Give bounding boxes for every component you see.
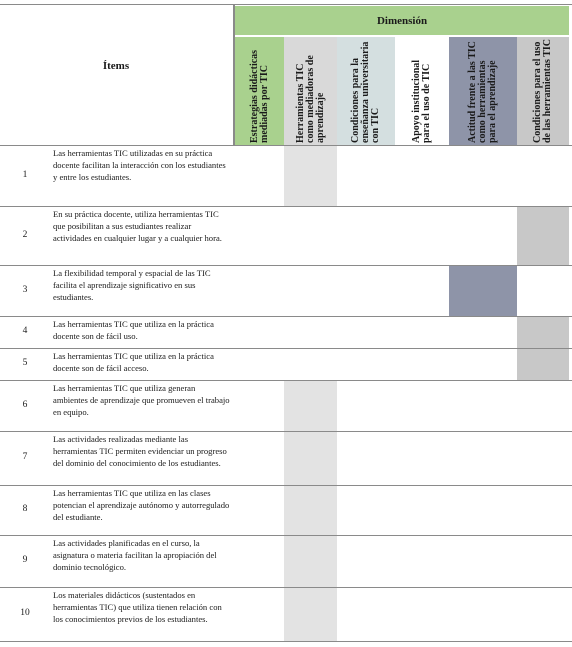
item-text: Las actividades planificadas en el curso, la asignatura o materia facilitan la apropiación del dominio tecnológico.: [53, 538, 217, 572]
dimension-column-header: [235, 37, 284, 145]
row-divider: [0, 485, 572, 486]
dimension-cell-marker: [517, 349, 569, 380]
dimension-cell-marker: [284, 588, 337, 641]
dimension-cell-marker: [449, 266, 517, 316]
item-number: 9: [22, 555, 28, 565]
row-divider: [0, 206, 572, 207]
dimension-column-header: [284, 37, 337, 145]
items-header: Ítems: [102, 60, 130, 72]
item-number: 6: [22, 399, 28, 410]
row-divider: [0, 316, 572, 317]
row-divider: [0, 265, 572, 266]
item-number: 5: [22, 358, 28, 368]
row-divider: [0, 641, 572, 642]
item-text: La flexibilidad temporal y espacial de las TIC facilita el aprendizaje significativo en sus estudiantes.: [53, 268, 211, 302]
item-number: 1: [22, 169, 28, 180]
item-number: 2: [22, 229, 28, 240]
item-number: 10: [20, 608, 30, 618]
dimension-cell-marker: [284, 536, 337, 587]
item-text: Las herramientas TIC que utiliza en la práctica docente son de fácil uso.: [53, 319, 214, 341]
dimension-column-header: [395, 37, 449, 145]
column-divider: [234, 4, 235, 145]
row-divider: [0, 431, 572, 432]
dimension-column-header: [517, 37, 569, 145]
dimension-header: Dimensión: [235, 6, 569, 35]
dimension-column-label: Apoyo institucional para el uso de TIC: [411, 59, 432, 143]
table-row: [0, 316, 572, 348]
item-text: En su práctica docente, utiliza herramientas TIC que posibilitan a sus estudiantes realizar actividades en cualquier lugar y a cualquier hora.: [53, 209, 222, 243]
dimension-column-label: Estrategias didácticas mediadas por TIC: [248, 49, 270, 143]
dimension-column-label: Actitud frente a las TIC como herramientas para el aprendizaje: [467, 41, 498, 143]
table-row: [0, 431, 572, 485]
dimension-cell-marker: [284, 486, 337, 535]
table-row: [0, 145, 572, 206]
dimension-cell-marker: [517, 207, 569, 265]
item-text: Las herramientas TIC que utiliza en la práctica docente son de fácil acceso.: [53, 351, 214, 373]
row-divider: [0, 4, 572, 5]
dimension-cell-marker: [284, 432, 337, 485]
item-number: 8: [22, 504, 28, 514]
table-row: [0, 380, 572, 431]
table-row: [0, 348, 572, 380]
item-text: Las herramientas TIC que utiliza en las clases potencian el aprendizaje autónomo y autorregulado del estudiante.: [53, 488, 230, 522]
dimension-column-header: [337, 37, 395, 145]
dimension-column-header: [449, 37, 517, 145]
item-text: Las herramientas TIC utilizadas en su práctica docente facilitan la interacción con los estudiantes y entre los estudiantes.: [53, 148, 226, 182]
item-number: 7: [22, 452, 28, 462]
dimension-column-label: Condiciones para el uso de las herramientas TIC: [532, 39, 553, 143]
row-divider: [0, 380, 572, 381]
row-divider: [0, 535, 572, 536]
dimension-column-label: Condiciones para la enseñanza universitaria con TIC: [350, 41, 381, 143]
item-number: 3: [22, 284, 28, 295]
row-divider: [0, 145, 572, 146]
table-row: [0, 587, 572, 641]
item-text: Las herramientas TIC que utiliza generan ambientes de aprendizaje que promueven el trabajo en equipo.: [53, 383, 230, 417]
item-text: Las actividades realizadas mediante las herramientas TIC permiten evidenciar un progreso del dominio del conocimiento de los estudiantes.: [53, 434, 227, 468]
item-text: Los materiales didácticos (sustentados en herramientas TIC) que utiliza tienen relación con los conocimientos previos de los estudiantes.: [53, 590, 222, 624]
row-divider: [0, 348, 572, 349]
table-row: [0, 265, 572, 316]
table-row: [0, 535, 572, 587]
dimension-cell-marker: [517, 317, 569, 348]
table-row: [0, 206, 572, 265]
dimension-cell-marker: [284, 146, 337, 206]
item-number: 4: [22, 326, 28, 336]
dimension-column-label: Herramientas TIC como mediadoras de aprendizaje: [294, 55, 326, 143]
row-divider: [0, 587, 572, 588]
table-row: [0, 485, 572, 535]
dimension-cell-marker: [284, 381, 337, 431]
